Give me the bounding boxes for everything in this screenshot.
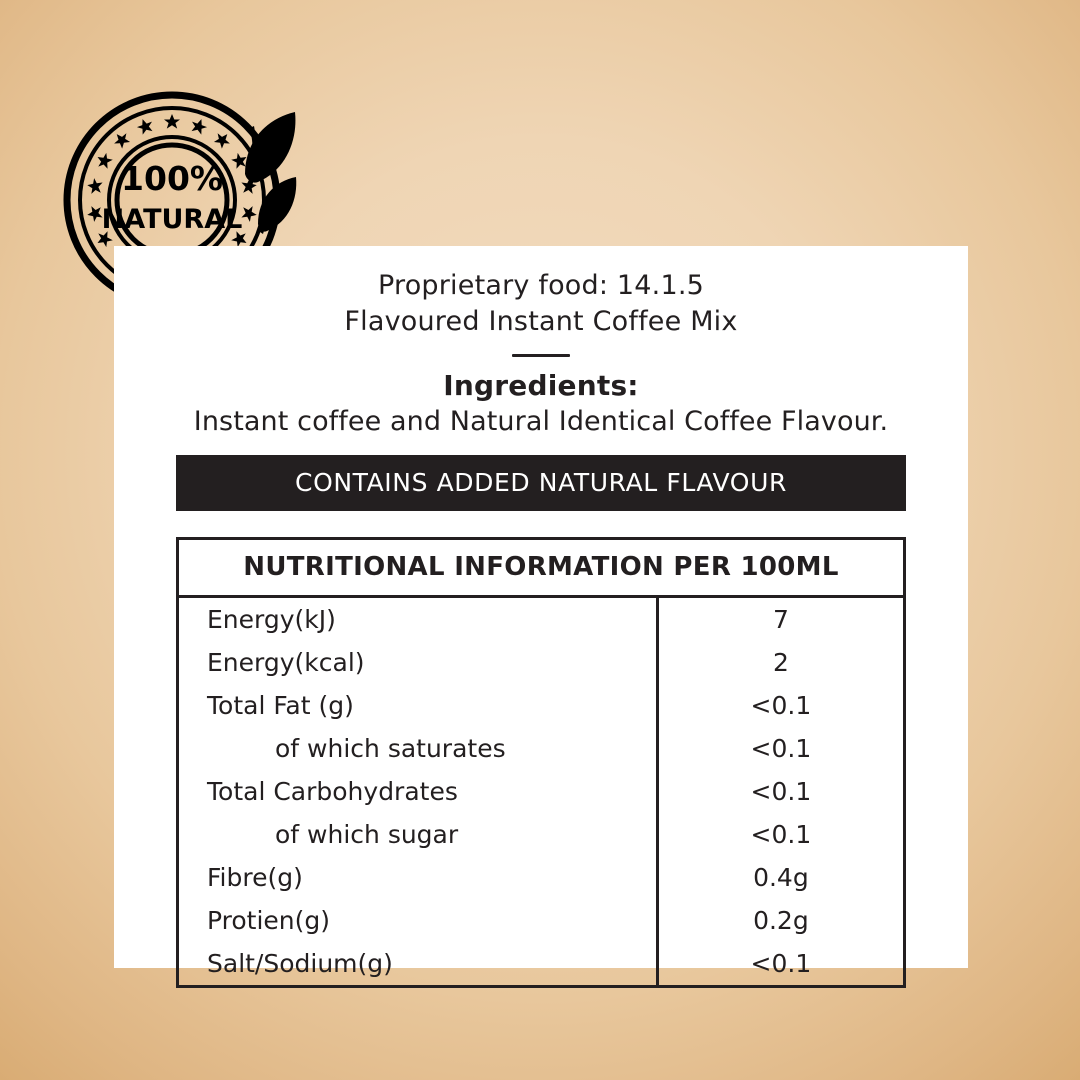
nutrient-name: of which sugar <box>178 813 658 856</box>
nutrient-name: Energy(kJ) <box>178 597 658 642</box>
nutrient-value: 7 <box>772 605 789 634</box>
nutrient-value: <0.1 <box>750 777 812 806</box>
ingredients-text: Instant coffee and Natural Identical Coffee Flavour. <box>193 406 889 437</box>
badge-line1: 100% <box>121 159 223 198</box>
nutrient-value: <0.1 <box>750 691 812 720</box>
table-row <box>178 770 905 813</box>
nutrient-value: <0.1 <box>750 820 812 849</box>
nutrient-value: <0.1 <box>750 949 812 978</box>
table-row <box>178 727 905 770</box>
nutrient-name: of which saturates <box>178 727 658 770</box>
nutrient-value: 0.2g <box>753 906 809 935</box>
nutrient-name: Energy(kcal) <box>178 641 658 684</box>
nutrient-value: 2 <box>772 648 789 677</box>
nutrition-table-header-row <box>178 539 905 597</box>
nutrition-label-panel <box>114 246 968 978</box>
ingredients-heading: Ingredients: <box>443 369 639 402</box>
nutrient-name: Protien(g) <box>178 899 658 942</box>
table-row <box>178 597 905 642</box>
nutrient-name: Fibre(g) <box>178 856 658 899</box>
nutrient-name: Salt/Sodium(g) <box>178 942 658 987</box>
table-row <box>178 641 905 684</box>
proprietary-food-line-2: Flavoured Instant Coffee Mix <box>344 306 738 337</box>
nutrient-value: <0.1 <box>750 734 812 763</box>
table-row <box>178 942 905 987</box>
badge-line2: NATURAL <box>101 204 243 235</box>
table-row <box>178 899 905 942</box>
table-row <box>178 813 905 856</box>
table-row <box>178 856 905 899</box>
nutrition-table-heading: NUTRITIONAL INFORMATION PER 100ML <box>178 539 905 597</box>
table-row <box>178 684 905 727</box>
nutrition-table <box>176 537 906 988</box>
added-flavour-banner: CONTAINS ADDED NATURAL FLAVOUR <box>176 455 906 511</box>
nutrient-name: Total Carbohydrates <box>178 770 658 813</box>
nutrient-name: Total Fat (g) <box>178 684 658 727</box>
divider-rule <box>512 354 570 357</box>
proprietary-food-line-1: Proprietary food: 14.1.5 <box>377 270 705 301</box>
nutrient-value: 0.4g <box>753 863 809 892</box>
